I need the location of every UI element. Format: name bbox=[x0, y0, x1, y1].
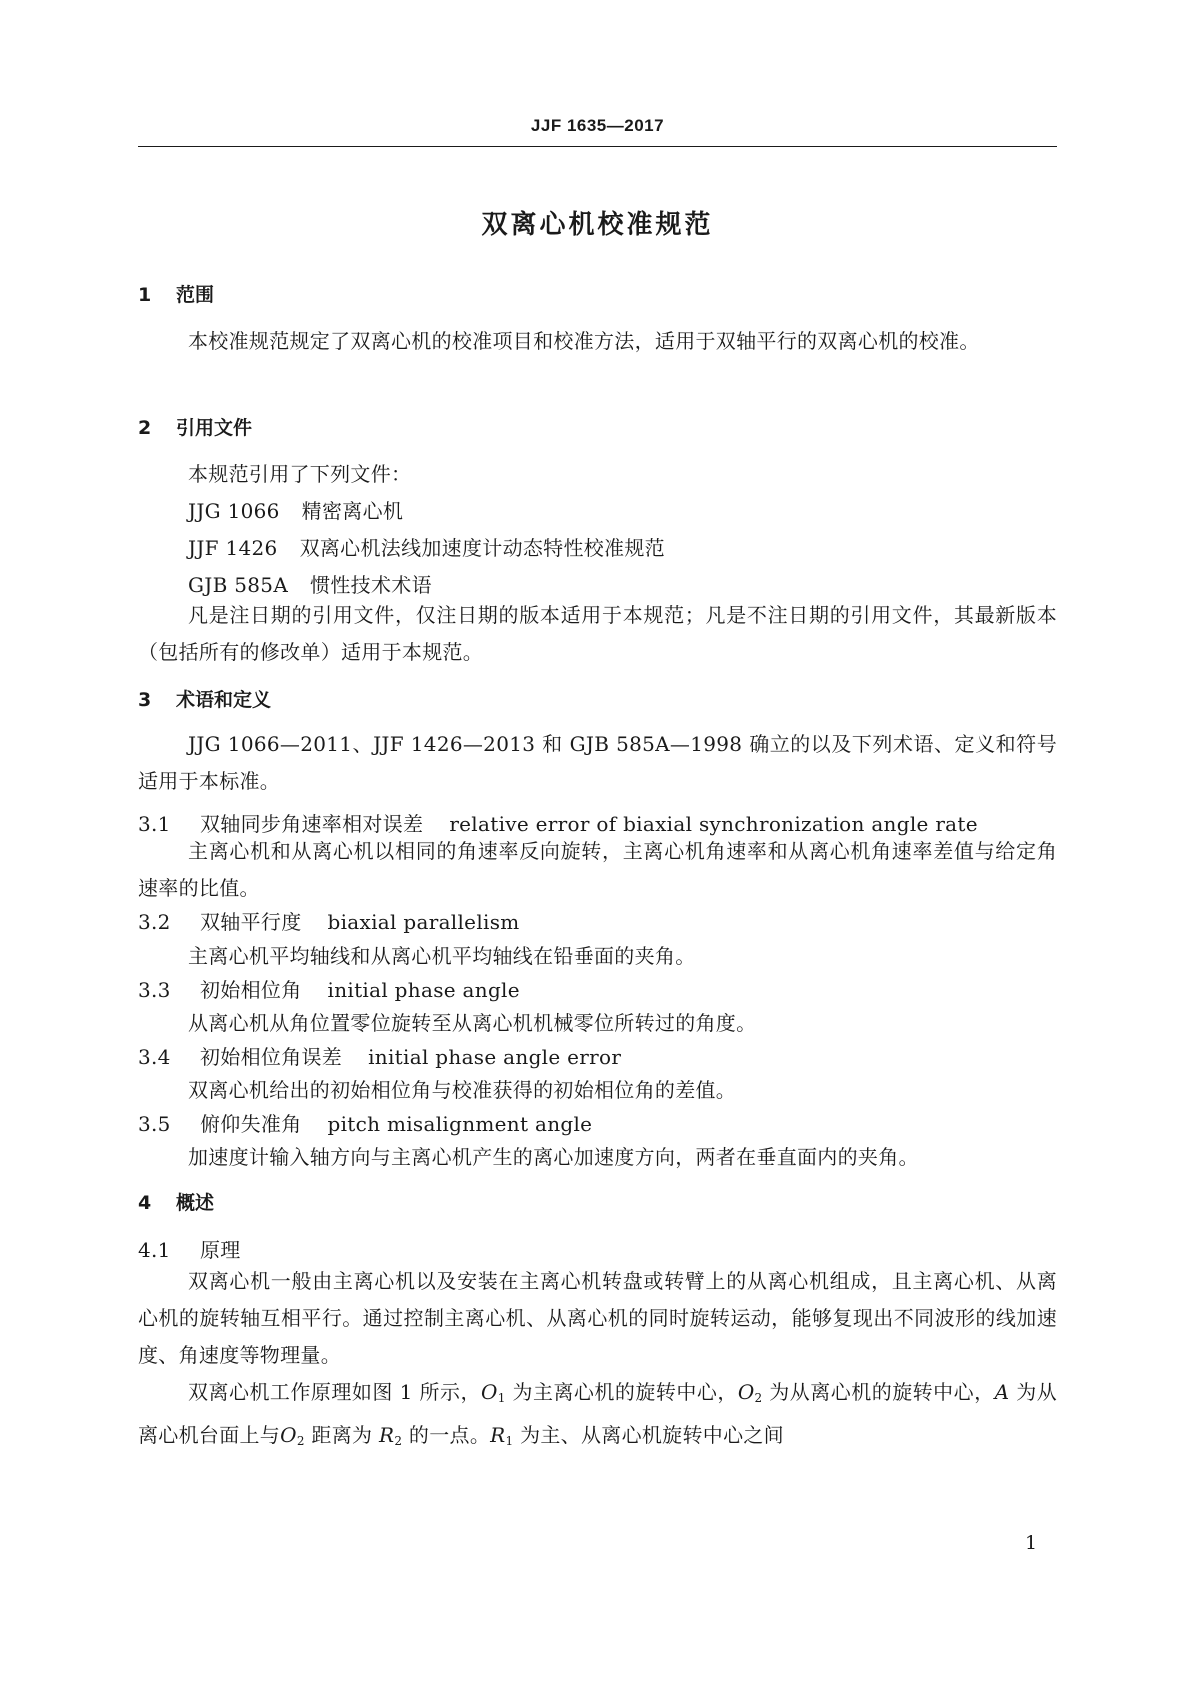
term-heading bbox=[138, 1041, 621, 1070]
term-number: 3.4 bbox=[138, 1045, 171, 1069]
term-heading bbox=[138, 906, 520, 935]
reference-name: 双离心机法线加速度计动态特性校准规范 bbox=[299, 536, 665, 560]
terms-intro: JJG 1066—2011、JJF 1426—2013 和 GJB 585A—1998 确立的以及下列术语、定义和符号适用于本标准。 bbox=[138, 732, 1057, 793]
reference-item bbox=[188, 495, 403, 524]
running-header: JJF 1635—2017 bbox=[530, 116, 665, 135]
section-number: 4 bbox=[138, 1192, 152, 1214]
reference-code: JJF 1426 bbox=[188, 536, 278, 560]
principle-paragraph: 双离心机一般由主离心机以及安装在主离心机转盘或转臂上的从离心机组成，且主离心机、从离心机的旋转轴互相平行。通过控制主离心机、从离心机的同时旋转运动，能够复现出不同波形的线加速度、角速度等物理量。 bbox=[138, 1269, 1057, 1367]
reference-code: GJB 585A bbox=[188, 573, 289, 597]
term-definition: 主离心机平均轴线和从离心机平均轴线在铅垂面的夹角。 bbox=[188, 944, 696, 968]
references-intro: 本规范引用了下列文件： bbox=[188, 462, 412, 486]
section-4-heading bbox=[138, 1188, 214, 1215]
principle-paragraph-2: 双离心机工作原理如图 1 所示，$O_1$ 为主离心机的旋转中心，$O_2$ 为从离心机的旋转中心，A 为从离心机台面上与$O_2$ 距离为 $R_2$ 的一点。$R_1$ 为主、从离心机旋转中心之间 bbox=[138, 1380, 1057, 1448]
term-number: 3.2 bbox=[138, 910, 171, 934]
reference-name: 惯性技术术语 bbox=[310, 573, 432, 597]
term-definition: 主离心机和从离心机以相同的角速率反向旋转，主离心机角速率和从离心机角速率差值与给定角速率的比值。 bbox=[138, 839, 1057, 900]
document-title: 双离心机校准规范 bbox=[481, 210, 714, 240]
section-number: 3 bbox=[138, 689, 152, 711]
subsection-heading bbox=[138, 1234, 241, 1263]
section-title: 术语和定义 bbox=[176, 689, 272, 711]
term-number: 3.5 bbox=[138, 1112, 171, 1136]
term-chinese: 初始相位角 bbox=[200, 978, 302, 1002]
term-chinese: 俯仰失准角 bbox=[200, 1112, 302, 1136]
term-number: 3.3 bbox=[138, 978, 171, 1002]
term-chinese: 双轴平行度 bbox=[200, 910, 302, 934]
section-title: 范围 bbox=[176, 284, 215, 306]
term-english: pitch misalignment angle bbox=[327, 1112, 593, 1136]
term-heading bbox=[138, 974, 520, 1003]
term-chinese: 初始相位角误差 bbox=[200, 1045, 343, 1069]
subsection-number: 4.1 bbox=[138, 1238, 171, 1262]
subsection-title: 原理 bbox=[200, 1238, 241, 1262]
section-number: 1 bbox=[138, 284, 152, 306]
reference-item bbox=[188, 532, 665, 561]
term-definition: 双离心机给出的初始相位角与校准获得的初始相位角的差值。 bbox=[188, 1078, 737, 1102]
section-3-heading bbox=[138, 685, 271, 712]
section-title: 引用文件 bbox=[176, 417, 253, 439]
section-2-heading bbox=[138, 413, 252, 440]
reference-item bbox=[188, 569, 432, 598]
section-title: 概述 bbox=[176, 1192, 215, 1214]
term-chinese: 双轴同步角速率相对误差 bbox=[200, 812, 424, 836]
term-definition: 从离心机从角位置零位旋转至从离心机机械零位所转过的角度。 bbox=[188, 1011, 757, 1035]
references-note: 凡是注日期的引用文件，仅注日期的版本适用于本规范；凡是不注日期的引用文件，其最新版本（包括所有的修改单）适用于本规范。 bbox=[138, 603, 1057, 664]
term-english: relative error of biaxial synchronization angle rate bbox=[449, 812, 978, 836]
section-1-body: 本校准规范规定了双离心机的校准项目和校准方法，适用于双轴平行的双离心机的校准。 bbox=[188, 329, 980, 353]
term-definition: 加速度计输入轴方向与主离心机产生的离心加速度方向，两者在垂直面内的夹角。 bbox=[188, 1145, 919, 1169]
reference-name: 精密离心机 bbox=[301, 499, 404, 523]
reference-code: JJG 1066 bbox=[188, 499, 280, 523]
term-heading bbox=[138, 1108, 592, 1137]
term-number: 3.1 bbox=[138, 812, 171, 836]
section-1-heading bbox=[138, 280, 214, 307]
header-rule bbox=[138, 146, 1057, 147]
term-english: initial phase angle error bbox=[368, 1045, 622, 1069]
term-english: initial phase angle bbox=[327, 978, 520, 1002]
section-number: 2 bbox=[138, 417, 152, 439]
term-english: biaxial parallelism bbox=[327, 910, 520, 934]
page-number: 1 bbox=[1025, 1532, 1038, 1554]
